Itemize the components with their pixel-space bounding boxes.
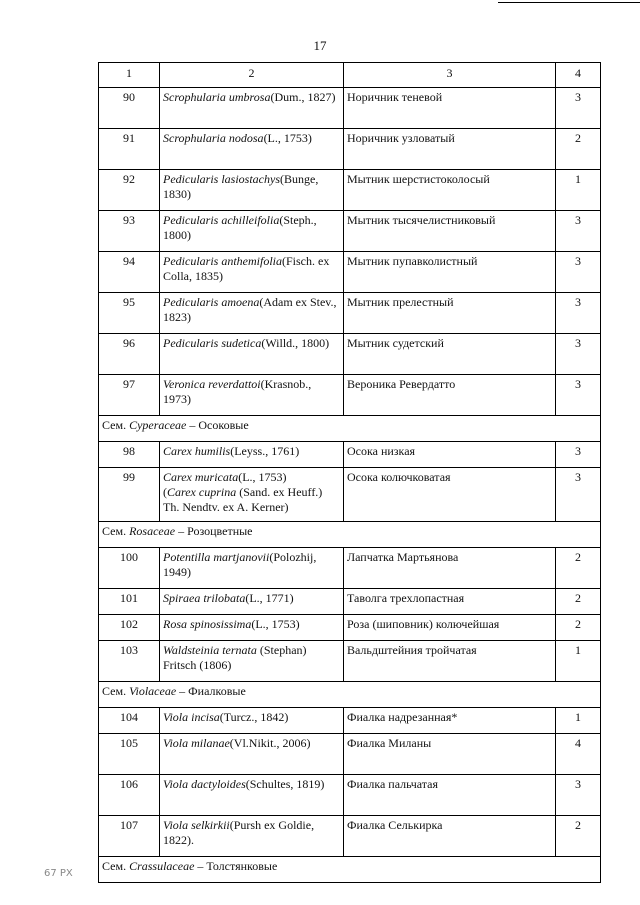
species-russian-name: Мытник шерстистоколосый <box>344 170 556 211</box>
species-latin-name: Spiraea trilobata <box>163 591 246 605</box>
species-russian-name: Вальдштейния тройчатая <box>344 641 556 682</box>
species-russian-name: Мытник пупавколистный <box>344 252 556 293</box>
species-latin-cell <box>160 334 344 375</box>
species-latin-name: Potentilla martjanovii <box>163 550 270 564</box>
species-latin-name: Scrophularia nodosa <box>163 131 264 145</box>
species-latin-cell <box>160 252 344 293</box>
species-latin-name: Pedicularis lasiostachys <box>163 172 280 186</box>
rarity-category: 2 <box>556 129 601 170</box>
species-row <box>99 548 601 589</box>
species-row <box>99 734 601 775</box>
species-russian-name: Норичник узловатый <box>344 129 556 170</box>
species-number: 97 <box>99 375 160 416</box>
species-latin-cell <box>160 548 344 589</box>
footer-mark: 67 РХ <box>44 868 73 879</box>
column-header: 3 <box>344 63 556 88</box>
species-russian-name: Лапчатка Мартьянова <box>344 548 556 589</box>
family-latin-name: Rosaceae <box>129 524 176 538</box>
species-row <box>99 293 601 334</box>
species-author: (Vl.Nikit., 2006) <box>229 736 311 750</box>
species-number: 100 <box>99 548 160 589</box>
family-row <box>99 522 601 548</box>
family-row <box>99 857 601 883</box>
species-row <box>99 589 601 615</box>
species-latin-cell <box>160 589 344 615</box>
species-row <box>99 211 601 252</box>
species-number: 103 <box>99 641 160 682</box>
species-latin-cell <box>160 816 344 857</box>
species-number: 106 <box>99 775 160 816</box>
species-latin-name: Viola milanae <box>163 736 230 750</box>
rarity-category: 3 <box>556 775 601 816</box>
table-header-row <box>99 63 601 88</box>
family-russian-name: – Розоцветные <box>178 524 253 538</box>
species-russian-name: Вероника Ревердатто <box>344 375 556 416</box>
synonym-author: (Sand. ex Heuff.) Th. Nendtv. ex A. Kerner) <box>163 485 323 514</box>
species-russian-name: Роза (шиповник) колючейшая <box>344 615 556 641</box>
species-latin-name: Waldsteinia ternata <box>163 643 257 657</box>
species-row <box>99 375 601 416</box>
species-number: 107 <box>99 816 160 857</box>
species-row <box>99 442 601 468</box>
species-latin-cell <box>160 170 344 211</box>
species-author: (Willd., 1800) <box>261 336 330 350</box>
species-number: 93 <box>99 211 160 252</box>
species-author: (Fisch. ex Colla, 1835) <box>163 254 330 283</box>
family-prefix: Сем. <box>102 859 127 873</box>
synonym-latin-name: Carex cuprina <box>167 485 237 499</box>
species-number: 94 <box>99 252 160 293</box>
species-russian-name: Фиалка Селькирка <box>344 816 556 857</box>
species-russian-name: Фиалка пальчатая <box>344 775 556 816</box>
column-header: 2 <box>160 63 344 88</box>
column-header: 1 <box>99 63 160 88</box>
rarity-category: 3 <box>556 293 601 334</box>
species-row <box>99 708 601 734</box>
species-table <box>98 62 601 883</box>
rarity-category: 2 <box>556 548 601 589</box>
rarity-category: 3 <box>556 88 601 129</box>
species-latin-cell <box>160 129 344 170</box>
rarity-category: 3 <box>556 252 601 293</box>
species-latin-cell <box>160 615 344 641</box>
family-russian-name: – Толстянковые <box>197 859 278 873</box>
species-author: (Bunge, 1830) <box>163 172 319 201</box>
synonym-open: ( <box>163 485 167 499</box>
species-author: (L., 1753) <box>251 617 300 631</box>
species-latin-name: Pedicularis sudetica <box>163 336 262 350</box>
species-russian-name: Осока низкая <box>344 442 556 468</box>
species-number: 104 <box>99 708 160 734</box>
species-author: (Polozhij, 1949) <box>163 550 317 579</box>
species-row <box>99 468 601 522</box>
species-author: (Steph., 1800) <box>163 213 317 242</box>
family-latin-name: Violaceae <box>129 684 177 698</box>
species-russian-name: Норичник теневой <box>344 88 556 129</box>
species-author: (Stephan) Fritsch (1806) <box>163 643 307 672</box>
species-latin-name: Scrophularia umbrosa <box>163 90 271 104</box>
species-latin-cell <box>160 88 344 129</box>
species-number: 95 <box>99 293 160 334</box>
family-row <box>99 682 601 708</box>
species-row <box>99 129 601 170</box>
rarity-category: 2 <box>556 615 601 641</box>
species-russian-name: Фиалка надрезанная* <box>344 708 556 734</box>
species-author: (Turcz., 1842) <box>219 710 289 724</box>
family-cell <box>99 522 601 548</box>
family-prefix: Сем. <box>102 684 127 698</box>
rarity-category: 3 <box>556 375 601 416</box>
species-author: (Leyss., 1761) <box>230 444 300 458</box>
family-prefix: Сем. <box>102 524 127 538</box>
species-number: 101 <box>99 589 160 615</box>
top-rule-line <box>498 2 640 3</box>
species-latin-cell <box>160 442 344 468</box>
rarity-category: 3 <box>556 211 601 252</box>
family-latin-name: Cyperaceae <box>129 418 187 432</box>
species-latin-name: Pedicularis anthemifolia <box>163 254 282 268</box>
species-number: 90 <box>99 88 160 129</box>
rarity-category: 1 <box>556 641 601 682</box>
species-author: (Dum., 1827) <box>270 90 336 104</box>
species-russian-name: Мытник прелестный <box>344 293 556 334</box>
species-russian-name: Осока колючковатая <box>344 468 556 522</box>
species-author: (Schultes, 1819) <box>245 777 325 791</box>
species-latin-cell <box>160 734 344 775</box>
species-russian-name: Мытник тысячелистниковый <box>344 211 556 252</box>
species-number: 96 <box>99 334 160 375</box>
species-latin-cell <box>160 468 344 522</box>
species-row <box>99 334 601 375</box>
species-author: (L., 1771) <box>245 591 294 605</box>
rarity-category: 3 <box>556 442 601 468</box>
species-latin-name: Rosa spinosissima <box>163 617 252 631</box>
species-latin-name: Viola dactyloides <box>163 777 246 791</box>
species-latin-name: Carex humilis <box>163 444 231 458</box>
rarity-category: 2 <box>556 816 601 857</box>
species-row <box>99 252 601 293</box>
species-author: (L., 1753) <box>238 470 287 484</box>
species-author: (Pursh ex Goldie, 1822). <box>163 818 315 847</box>
species-number: 99 <box>99 468 160 522</box>
species-row <box>99 816 601 857</box>
rarity-category: 1 <box>556 170 601 211</box>
species-latin-cell <box>160 375 344 416</box>
species-russian-name: Мытник судетский <box>344 334 556 375</box>
rarity-category: 3 <box>556 468 601 522</box>
species-latin-name: Viola selkirkii <box>163 818 230 832</box>
species-author: (Krasnob., 1973) <box>163 377 312 406</box>
species-russian-name: Фиалка Миланы <box>344 734 556 775</box>
species-russian-name: Таволга трехлопастная <box>344 589 556 615</box>
family-cell <box>99 416 601 442</box>
family-cell <box>99 682 601 708</box>
species-number: 105 <box>99 734 160 775</box>
species-latin-name: Pedicularis amoena <box>163 295 260 309</box>
family-row <box>99 416 601 442</box>
species-number: 98 <box>99 442 160 468</box>
species-latin-name: Viola incisa <box>163 710 220 724</box>
species-author: (L., 1753) <box>263 131 312 145</box>
species-latin-name: Pedicularis achilleifolia <box>163 213 280 227</box>
species-latin-name: Veronica reverdattoi <box>163 377 261 391</box>
rarity-category: 2 <box>556 589 601 615</box>
family-russian-name: – Осоковые <box>189 418 249 432</box>
page-number: 17 <box>313 38 327 53</box>
species-row <box>99 641 601 682</box>
family-russian-name: – Фиалковые <box>179 684 246 698</box>
species-row <box>99 88 601 129</box>
species-row <box>99 615 601 641</box>
column-header: 4 <box>556 63 601 88</box>
species-number: 92 <box>99 170 160 211</box>
rarity-category: 4 <box>556 734 601 775</box>
species-latin-name: Carex muricata <box>163 470 239 484</box>
species-number: 102 <box>99 615 160 641</box>
rarity-category: 1 <box>556 708 601 734</box>
family-latin-name: Crassulaceae <box>129 859 195 873</box>
family-cell <box>99 857 601 883</box>
species-latin-cell <box>160 641 344 682</box>
family-prefix: Сем. <box>102 418 127 432</box>
rarity-category: 3 <box>556 334 601 375</box>
species-row <box>99 775 601 816</box>
species-latin-cell <box>160 293 344 334</box>
species-latin-cell <box>160 708 344 734</box>
species-latin-cell <box>160 775 344 816</box>
species-number: 91 <box>99 129 160 170</box>
species-author: (Adam ex Stev., 1823) <box>163 295 337 324</box>
species-latin-cell <box>160 211 344 252</box>
species-row <box>99 170 601 211</box>
